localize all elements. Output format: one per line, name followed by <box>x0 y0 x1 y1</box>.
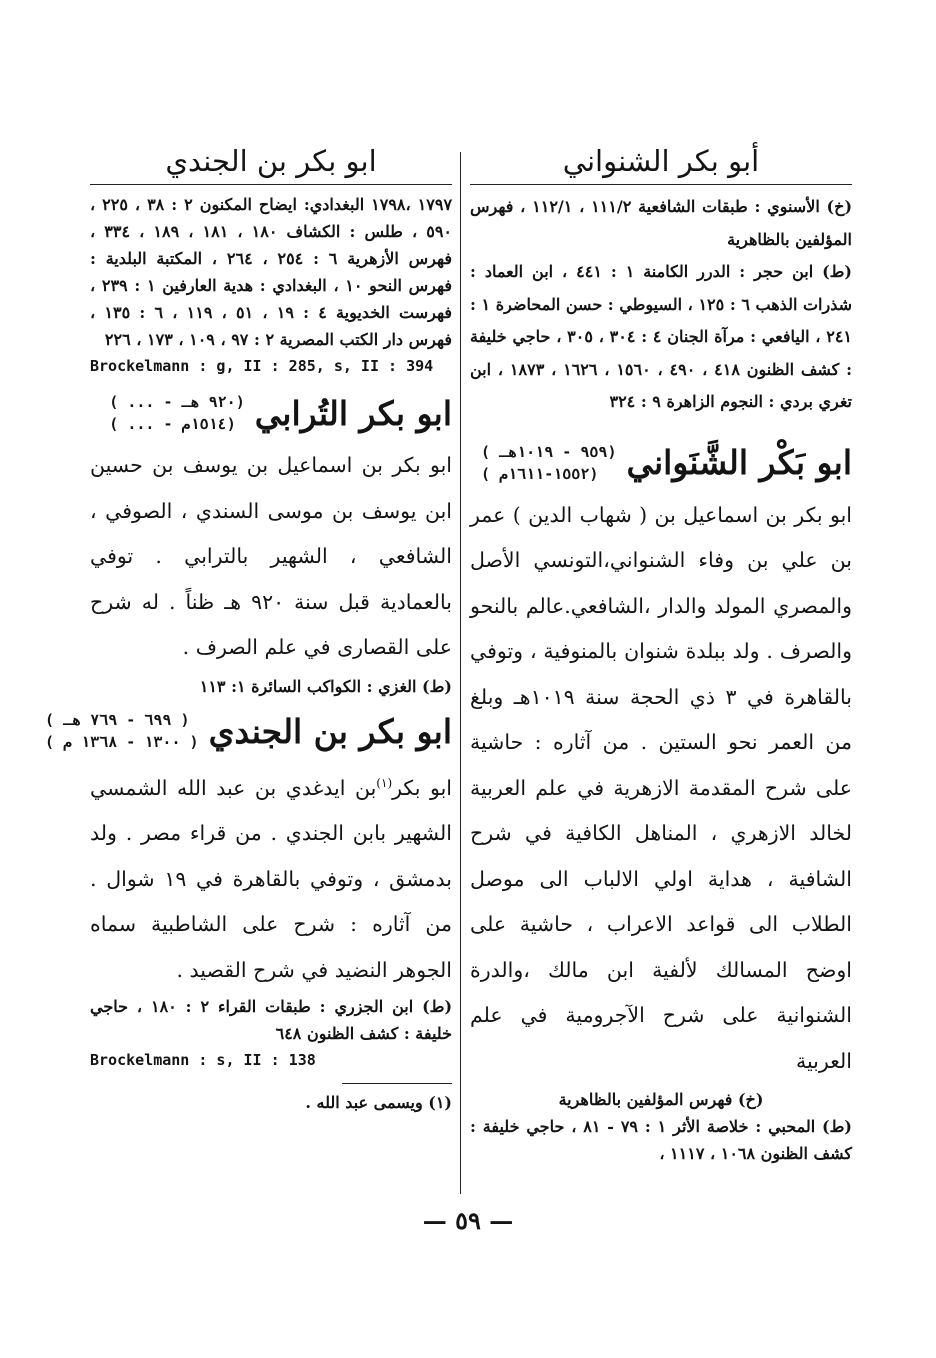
right-column <box>470 140 852 1167</box>
left-title-rule <box>90 184 452 185</box>
entry-dates-hijri: ( ٩٥٩ - ١٠١٩هـ) <box>481 442 617 461</box>
entry-heading-turabi <box>90 391 452 435</box>
entry-dates-hijri: ( ٦٩٩ - ٧٦٩ هـ ) <box>45 711 190 729</box>
column-divider <box>460 152 461 1194</box>
entry-body-jundi-start: ابو بكر <box>392 775 452 800</box>
entry-ref-turabi: (ط) الغزي : الكواكب السائرة ١: ١١٣ <box>199 676 452 696</box>
entry-dates-gregorian: ( ١٥٥٢-١٦١١م) <box>481 464 599 483</box>
entry-dates-jundi <box>45 709 199 753</box>
entry-heading-shanwani <box>470 441 852 485</box>
entry-dates-gregorian: ( ... - ١٥١٤م) <box>109 415 236 433</box>
entry-name-shanwani: ابو بَكْر الشَّنَواني <box>626 443 852 482</box>
right-ref-printed-2: (ط) المحبي : خلاصة الأثر ١ : ٧٩ - ٨١ ، حاجي خليفة : كشف الظنون ١٠٦٨ ، ١١١٧ ، <box>470 1117 852 1163</box>
entry-ref-jundi: (ط) ابن الجزري : طبقات القراء ٢ : ١٨٠ ، حاجي خليفة : كشف الظنون ٦٤٨ <box>90 997 453 1044</box>
page-number: — ٥٩ — <box>422 1206 514 1235</box>
footnote: (١) ويسمى عبد الله . <box>305 1093 452 1113</box>
entry-body-jundi <box>90 761 452 993</box>
entry-ref-jundi-latin: Brockelmann : s, II : 138 <box>90 1051 316 1070</box>
entry-body-turabi: ابو بكر بن اسماعيل بن يوسف بن حسين ابن يوسف بن موسى السندي ، الصوفي ، الشافعي ، الشهير بالترابي . توفي بالعمادية قبل سنة ٩٢٠ هـ ظناً . له شرح على القصارى في علم الصرف . <box>90 453 452 659</box>
entry-body-shanwani: ابو بكر بن اسماعيل بن ( شهاب الدين ) عمر بن علي بن وفاء الشنواني،التونسي الأصل والمصري المولد والدار ،الشافعي.عالم بالنحو والصرف . ولد ببلدة شنوان بالمنوفية ، وتوفي بالقاهرة في ٣ ذي الحجة سنة ١٠١٩هـ وبلغ من العمر نحو الستين . من آثاره : حاشية على شرح المقدمة الازهرية في علم العربية لخالد الازهري ، المناهل الكافية في شرح الشافية ، هداية اولي الالباب الى موصل الطلاب الى قواعد الاعراب ، حاشية على اوضح المسالك لألفية ابن مالك ،والدرة الشنوانية على شرح الآجرومية في علم العربية <box>470 502 852 1073</box>
entry-dates-turabi <box>109 391 244 435</box>
entry-dates-shanwani <box>481 441 616 485</box>
entry-body-jundi-rest: بن ايدغدي بن عبد الله الشمسي الشهير بابن الجندي . من قراء مصر . ولد بدمشق ، وتوفي بالقاهرة في ١٩ شوال . من آثاره : شرح على الشاطبية سماه الجوهر النضيد في شرح القصيد . <box>90 775 452 982</box>
right-ref-printed: (ط) ابن حجر : الدرر الكامنة ١ : ٤٤١ ، ابن العماد : شذرات الذهب ٦ : ١٢٥ ، السيوطي : حسن المحاضرة ١ : ٢٤١ ، اليافعي : مرآة الجنان ٤ : ٣٠٤ ، ٣٠٥ ، حاجي خليفة : كشف الظنون ٤١٨ ، ٤٩٠ ، ١٥٦٠ ، ١٦٢٦ ، ١٨٧٣ ، ابن تغري بردي : النجوم الزاهرة ٩ : ٣٢٤ <box>470 262 853 411</box>
right-column-title: أبو بكر الشنواني <box>562 144 760 178</box>
footnote-marker: (١) <box>376 776 393 790</box>
entry-name-turabi: ابو بكر التُرابي <box>254 393 452 433</box>
entry-heading-jundi <box>45 709 452 753</box>
left-column <box>45 140 453 1116</box>
entry-name-jundi: ابو بكر بن الجندي <box>208 711 452 751</box>
left-ref-continued: ١٧٩٧ ،١٧٩٨ البغدادي: ايضاح المكنون ٢ : ٣٨ ، ٢٢٥ ، ٥٩٠ ، طلس : الكشاف ١٨٠ ، ١٨١ ، ١٨٩ ، ٣٣٤ ، فهرس الأزهرية ٦ : ٢٥٤ ، ٢٦٤ ، المكتبة البلدية : فهرس النحو ١٠ ، البغدادي : هدية العارفين ١ : ٢٣٩ ، فهرست الخديوية ٤ : ١٩ ، ٥١ ، ١١٩ ، ٦ : ١٣٥ ، فهرس دار الكتب المصرية ٢ : ٩٧ ، ١٠٩ ، ١٧٣ ، ٢٢٦ <box>90 195 453 349</box>
left-column-title: ابو بكر بن الجندي <box>165 144 377 178</box>
right-ref-manuscripts-2: (خ) فهرس المؤلفين بالظاهرية <box>558 1090 764 1109</box>
footnote-rule <box>342 1083 452 1084</box>
left-ref-latin: Brockelmann : g, II : 285, s, II : 394 <box>90 357 434 375</box>
right-title-rule <box>470 184 852 185</box>
entry-dates-gregorian: ( ١٣٠٠ - ١٣٦٨ م ) <box>45 733 199 751</box>
right-ref-manuscripts: (خ) الأسنوي : طبقات الشافعية ١١١/٢ ، ١١٢/١ ، فهرس المؤلفين بالظاهرية <box>470 197 853 249</box>
entry-dates-hijri: ( ... - ٩٢٠ هـ) <box>109 393 245 411</box>
